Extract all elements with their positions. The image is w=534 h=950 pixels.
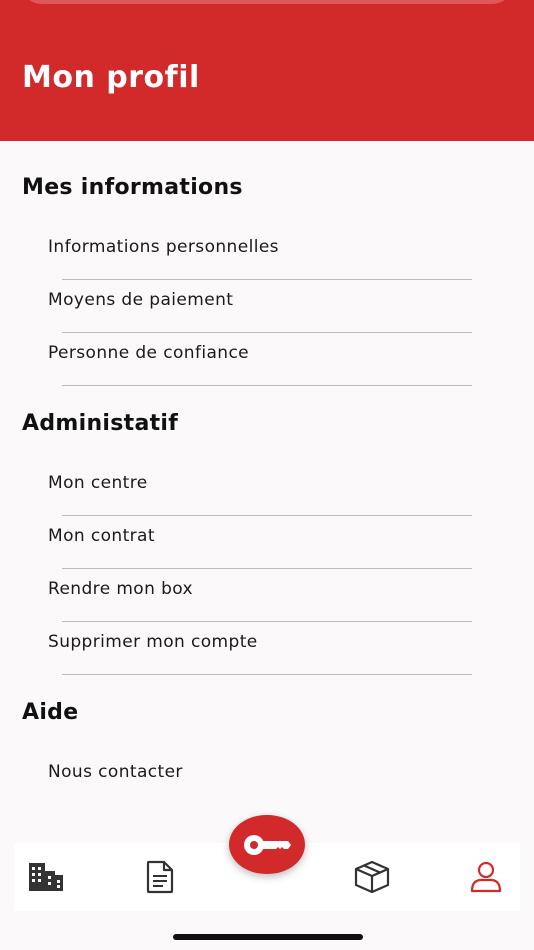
divider xyxy=(62,674,472,675)
menu-item-label: Nous contacter xyxy=(48,762,183,782)
divider xyxy=(62,385,472,386)
menu-item-label: Mon centre xyxy=(48,473,148,493)
tab-documents[interactable] xyxy=(140,857,180,897)
divider xyxy=(62,332,472,333)
section-title-administatif: Administatif xyxy=(22,411,179,436)
tab-profil[interactable] xyxy=(466,857,506,897)
section-title-aide: Aide xyxy=(22,700,79,725)
document-icon xyxy=(145,860,175,894)
building-icon xyxy=(27,861,65,893)
menu-item-label: Personne de confiance xyxy=(48,343,250,363)
divider xyxy=(62,515,472,516)
tab-box[interactable] xyxy=(352,857,392,897)
header xyxy=(0,0,534,141)
menu-item-label: Moyens de paiement xyxy=(48,290,234,310)
menu-item-supprimer-mon-compte[interactable] xyxy=(48,631,472,675)
menu-item-mon-contrat[interactable] xyxy=(48,525,472,569)
divider xyxy=(62,279,472,280)
section-title-mes-informations: Mes informations xyxy=(22,175,243,200)
menu-item-nous-contacter[interactable] xyxy=(48,761,472,805)
menu-item-personne-de-confiance[interactable] xyxy=(48,342,472,386)
menu-item-moyens-de-paiement[interactable] xyxy=(48,289,472,333)
menu-item-label: Supprimer mon compte xyxy=(48,632,258,652)
box-icon xyxy=(353,860,391,894)
header-decoration xyxy=(20,0,514,4)
key-access-button[interactable] xyxy=(229,815,305,874)
user-icon xyxy=(469,861,503,893)
key-icon xyxy=(242,832,292,858)
menu-item-label: Mon contrat xyxy=(48,526,155,546)
profile-menu xyxy=(0,141,534,843)
divider xyxy=(62,568,472,569)
home-indicator xyxy=(173,934,363,940)
menu-item-label: Rendre mon box xyxy=(48,579,194,599)
tab-centres[interactable] xyxy=(26,857,66,897)
page-title: Mon profil xyxy=(22,60,200,95)
menu-item-rendre-mon-box[interactable] xyxy=(48,578,472,622)
divider xyxy=(62,621,472,622)
menu-item-mon-centre[interactable] xyxy=(48,472,472,516)
menu-item-informations-personnelles[interactable] xyxy=(48,236,472,280)
menu-item-label: Informations personnelles xyxy=(48,237,279,257)
